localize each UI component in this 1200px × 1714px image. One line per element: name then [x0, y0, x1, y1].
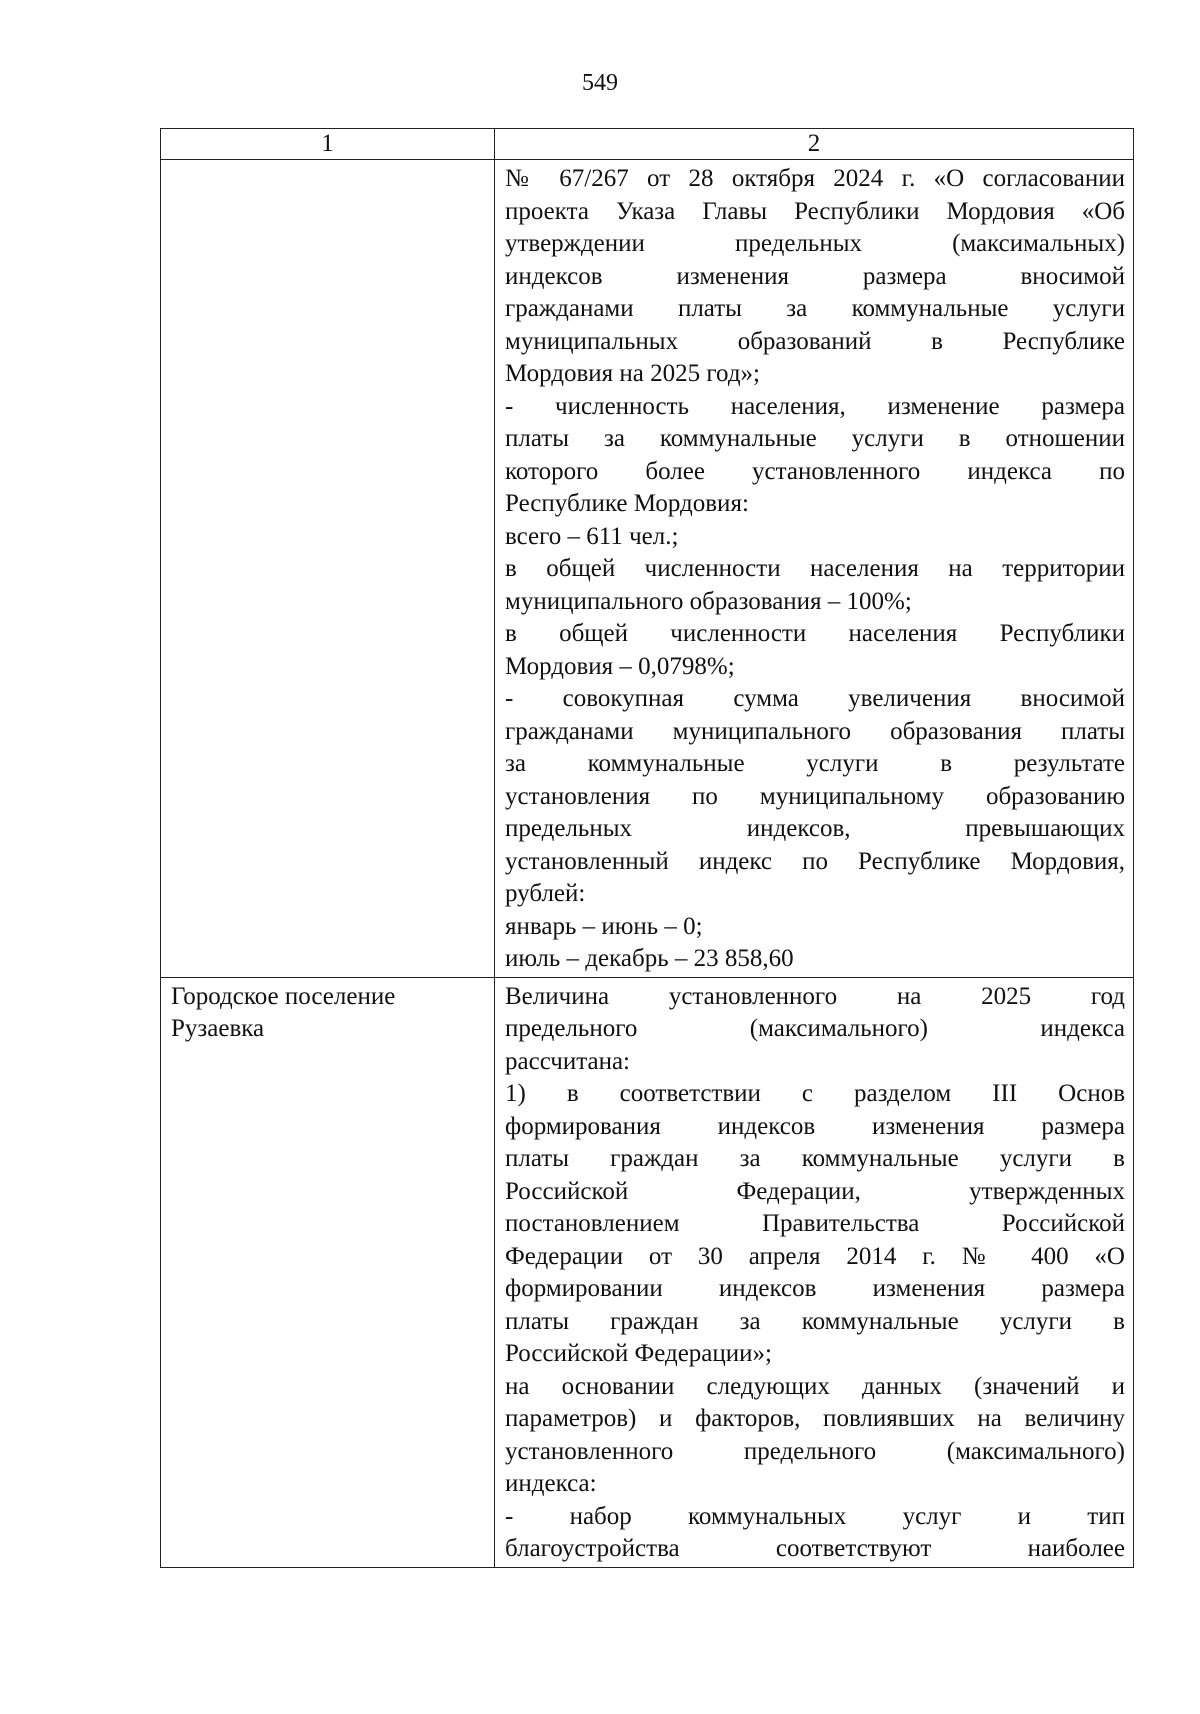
text-line: - численность населения, изменение размера — [505, 392, 1125, 420]
text-line: благоустройства соответствуют наиболее — [505, 1535, 1125, 1562]
text-line: в общей численности населения Республики — [505, 620, 1125, 647]
description-text — [505, 981, 1125, 1566]
text-line: формирования индексов изменения размера — [505, 1112, 1125, 1140]
text-line: на основании следующих данных (значений и — [505, 1372, 1125, 1400]
text-line: муниципальных образований в Республике — [505, 327, 1125, 355]
municipality-cell — [161, 977, 495, 1567]
text-line: рублей: — [505, 880, 586, 907]
text-line: 1) в соответствии с разделом III Основ — [505, 1080, 1125, 1107]
text-line: за коммунальные услуги в результате — [505, 750, 1125, 777]
text-line: индексов изменения размера вносимой — [505, 262, 1125, 290]
text-line: Федерации от 30 апреля 2014 г. № 400 «О — [505, 1242, 1125, 1270]
text-line: июль – декабрь – 23 858,60 — [505, 945, 794, 972]
text-line: которого более установленного индекса по — [505, 457, 1125, 485]
description-cell — [495, 160, 1134, 978]
text-line: в общей численности населения на территории — [505, 555, 1125, 582]
text-line: муниципального образования – 100%; — [505, 587, 912, 615]
text-line: гражданами платы за коммунальные услуги — [505, 295, 1125, 322]
text-line: платы граждан за коммунальные услуги в — [505, 1307, 1125, 1335]
table-header-row — [161, 129, 1134, 160]
text-line: Российской Федерации, утвержденных — [505, 1177, 1125, 1205]
text-line: Мордовия на 2025 год»; — [505, 360, 760, 387]
text-line: индекса: — [505, 1470, 597, 1497]
text-line: Рузаевка — [171, 1015, 265, 1042]
text-line: предельного (максимального) индекса — [505, 1015, 1125, 1042]
text-line: проекта Указа Главы Республики Мордовия «Об — [505, 197, 1125, 225]
text-line: Величина установленного на 2025 год — [505, 982, 1125, 1010]
text-line: Республике Мордовия: — [505, 490, 749, 517]
text-line: Городское поселение — [171, 982, 396, 1010]
column-header-2: 2 — [495, 129, 1134, 160]
text-line: формировании индексов изменения размера — [505, 1275, 1125, 1302]
table-row — [161, 977, 1134, 1567]
document-table — [160, 128, 1134, 1568]
municipality-name — [171, 981, 484, 1046]
description-cell — [495, 977, 1134, 1567]
municipality-cell — [161, 160, 495, 978]
table-row — [161, 160, 1134, 978]
text-line: - набор коммунальных услуг и тип — [505, 1502, 1125, 1530]
text-line: утверждении предельных (максимальных) — [505, 230, 1125, 257]
text-line: установленного предельного (максимального) — [505, 1437, 1125, 1465]
text-line: всего – 611 чел.; — [505, 522, 679, 550]
text-line: рассчитана: — [505, 1047, 630, 1075]
text-line: Российской Федерации»; — [505, 1340, 772, 1367]
text-line: постановлением Правительства Российской — [505, 1210, 1125, 1237]
text-line: предельных индексов, превышающих — [505, 815, 1125, 842]
text-line: установления по муниципальному образованию — [505, 782, 1125, 810]
text-line: Мордовия – 0,0798%; — [505, 652, 735, 680]
text-line: - совокупная сумма увеличения вносимой — [505, 685, 1125, 712]
text-line: параметров) и факторов, повлиявших на величину — [505, 1405, 1125, 1432]
column-header-1: 1 — [161, 129, 495, 160]
text-line: январь – июнь – 0; — [505, 912, 703, 940]
page-number: 549 — [582, 70, 618, 96]
text-line: № 67/267 от 28 октября 2024 г. «О согласовании — [505, 165, 1125, 192]
text-line: платы граждан за коммунальные услуги в — [505, 1145, 1125, 1172]
description-text — [505, 163, 1125, 976]
text-line: гражданами муниципального образования платы — [505, 717, 1125, 745]
text-line: установленный индекс по Республике Мордовия, — [505, 847, 1125, 875]
text-line: платы за коммунальные услуги в отношении — [505, 425, 1125, 452]
